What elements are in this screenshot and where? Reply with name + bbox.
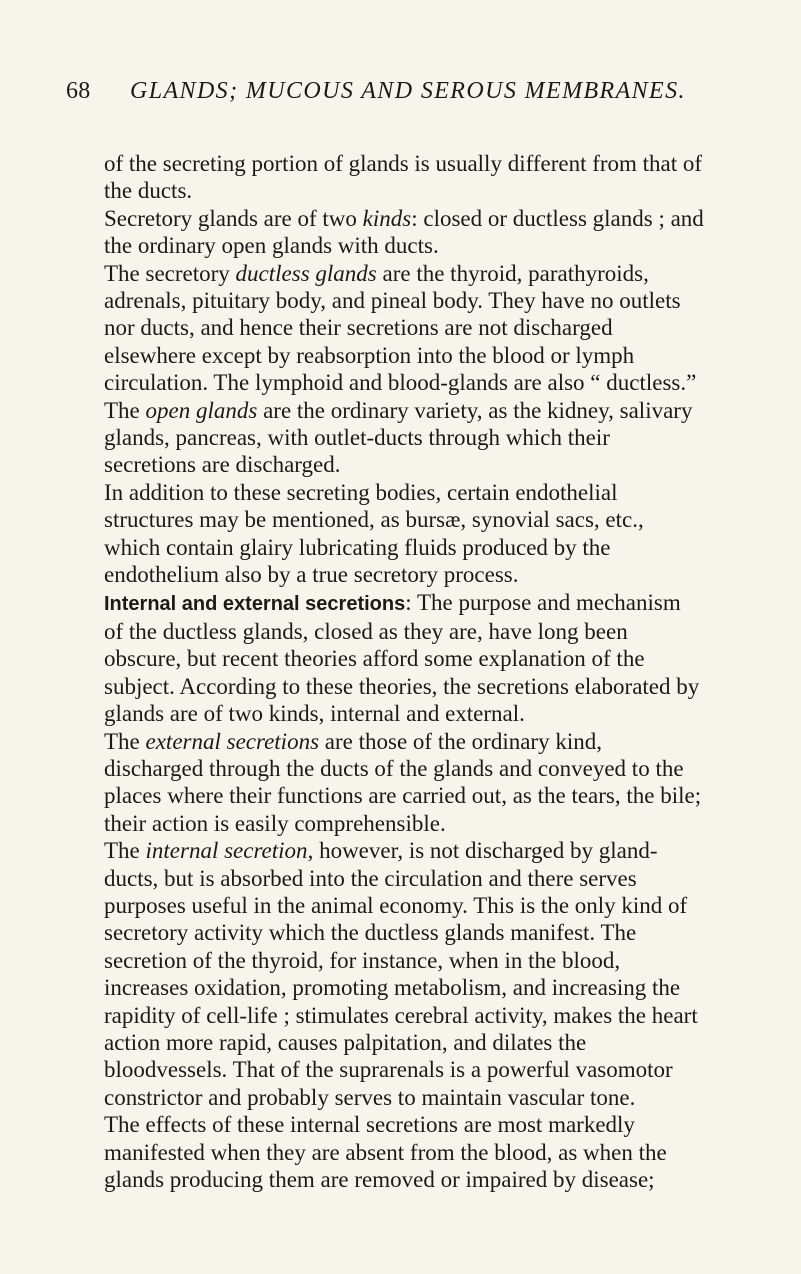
text-run: are the ordinary variety, as the kidney, salivary glands, pancreas, with outlet-ducts through which their secretions are discharged. — [104, 397, 693, 478]
text-run: In addition to these secreting bodies, certain endothelial structures may be mentioned, as bursæ, synovial sacs, etc., which contain glairy lubricating fluids produced by the endothelium also by a true secretory process. — [104, 479, 644, 588]
text-run: The secretory — [104, 260, 236, 286]
body-text — [104, 150, 704, 1193]
paragraph — [104, 479, 704, 589]
text-run: are the thyroid, parathyroids, adrenals, pituitary body, and pineal body. They have no outlets nor ducts, and hence their secretions are not discharged elsewhere except by reabsorption into the blood or lymph circulation. The lymphoid and blood-glands are also “ ductless.” — [104, 260, 697, 396]
paragraph — [104, 589, 704, 728]
paragraph — [104, 1111, 704, 1193]
paragraph — [104, 837, 704, 1111]
paragraph — [104, 728, 704, 838]
paragraph — [104, 397, 704, 479]
italic-term: kinds — [362, 205, 412, 231]
text-run: The — [104, 838, 146, 864]
italic-term: open glands — [145, 397, 258, 423]
italic-term: internal secretion — [145, 838, 308, 864]
text-run: are those of the ordinary kind, discharged through the ducts of the glands and conveyed to the places where their functions are carried out, as the tears, the bile; their action is easily comprehensible. — [104, 728, 702, 836]
text-run: The — [104, 728, 146, 754]
text-run: of the secreting portion of glands is usually different from that of the ducts. — [104, 151, 703, 204]
running-title: GLANDS; MUCOUS AND SEROUS MEMBRANES. — [130, 78, 686, 104]
text-run: The effects of these internal secretions are most markedly manifested when they are absent from the blood, as when the glands producing them are removed or impaired by disease; — [104, 1112, 667, 1193]
italic-term: external secretions — [145, 728, 320, 754]
text-run: : closed or ductless glands ; and the ordinary open glands with ducts. — [104, 205, 704, 259]
paragraph — [104, 205, 704, 260]
page-number: 68 — [66, 78, 91, 104]
text-run: Secretory glands are of two — [104, 205, 363, 231]
text-run: : The purpose and mechanism of the ductless glands, closed as they are, have long been obscure, but recent theories afford some explanation of the subject. According to these theories, the secretions elaborated by glands are of two kinds, internal and external. — [104, 589, 700, 727]
paragraph — [104, 150, 704, 205]
section-lead-in: Internal and external secretions — [104, 592, 406, 615]
text-run: , however, is not discharged by gland-ducts, but is absorbed into the circulation and there serves purposes useful in the animal economy. This is the only kind of secretory activity which the ductless glands manifest. The secretion of the thyroid, for instance, when in the blood, increases oxidation, promoting metabolism, and increasing the rapidity of cell-life ; stimulates cerebral activity, makes the heart action more rapid, causes palpitation, and dilates the bloodvessels. That of the suprarenals is a powerful vasomotor constrictor and probably serves to maintain vascular tone. — [104, 838, 698, 1110]
italic-term: ductless glands — [235, 260, 377, 286]
page-header — [66, 78, 741, 108]
text-run: The — [104, 397, 146, 423]
paragraph — [104, 260, 704, 397]
